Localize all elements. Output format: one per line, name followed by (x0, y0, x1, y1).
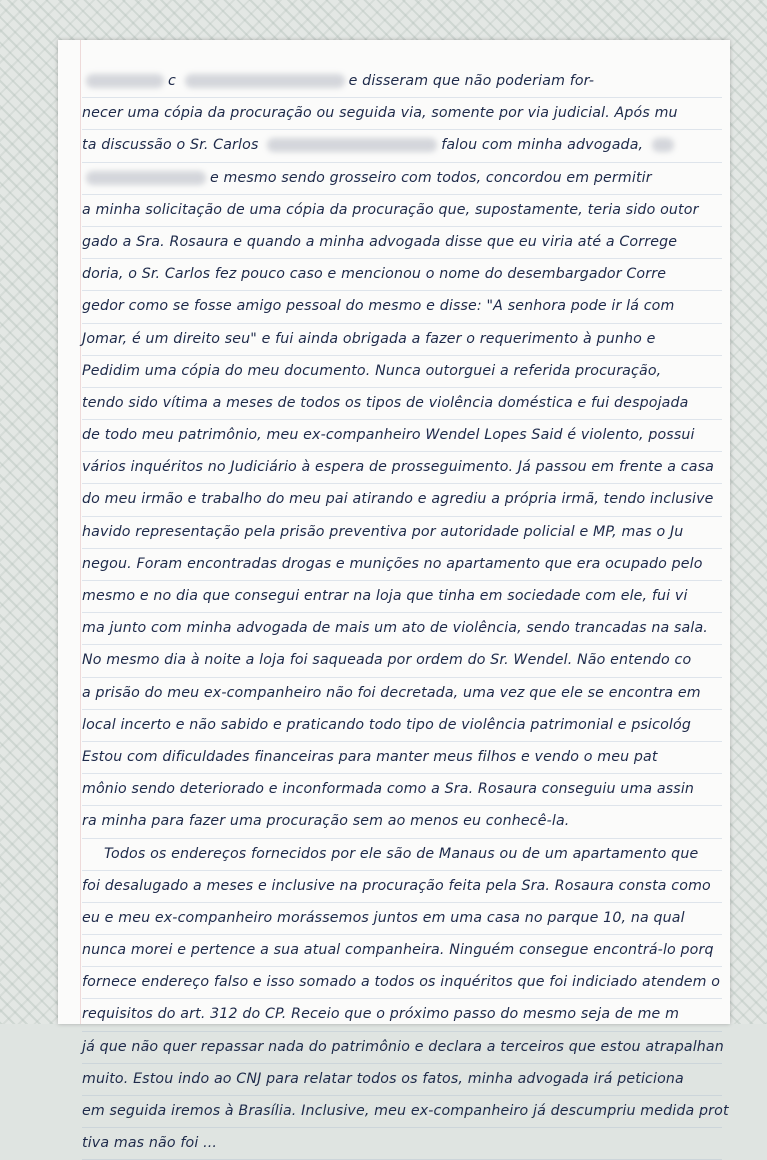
handwritten-line (82, 549, 722, 581)
line-text: falou com minha advogada, (441, 137, 644, 154)
line-text: ra minha para fazer uma procuração sem ao menos eu conhecê-la. (82, 813, 570, 830)
line-text: havido representação pela prisão preventiva por autoridade policial e MP, mas o Ju (82, 523, 684, 540)
handwritten-line (82, 935, 722, 967)
handwritten-page (58, 40, 730, 1152)
redacted-text-blur (652, 138, 674, 152)
line-text: requisitos do art. 312 do CP. Receio que o próximo passo do mesmo seja de me m (82, 1006, 680, 1023)
line-text: a minha solicitação de uma cópia da procuração que, supostamente, teria sido outor (82, 201, 699, 218)
line-text: tiva mas não foi ... (82, 1135, 218, 1152)
line-text: foi desalugado a meses e inclusive na procuração feita pela Sra. Rosaura consta como (82, 877, 711, 894)
line-text: doria, o Sr. Carlos fez pouco caso e mencionou o nome do desembargador Corre (82, 266, 667, 283)
handwritten-line (82, 324, 722, 356)
line-text: c (168, 73, 176, 89)
line-text: mesmo e no dia que consegui entrar na loja que tinha em sociedade com ele, fui vi (82, 588, 688, 604)
handwritten-line (82, 66, 722, 98)
handwritten-line (82, 163, 722, 195)
line-text: e disseram que não poderiam for- (348, 73, 595, 89)
handwritten-line (82, 1032, 722, 1064)
line-text: Estou com dificuldades financeiras para manter meus filhos e vendo o meu pat (82, 748, 658, 765)
handwritten-line (82, 774, 722, 806)
handwritten-line (82, 613, 722, 645)
line-text: local incerto e não sabido e praticando todo tipo de violência patrimonial e psicológ (82, 716, 691, 733)
handwritten-line (82, 227, 722, 259)
handwritten-line (82, 871, 722, 903)
line-text: de todo meu patrimônio, meu ex-companheiro Wendel Lopes Said é violento, possui (82, 427, 695, 444)
line-text: Pedidim uma cópia do meu documento. Nunca outorguei a referida procuração, (82, 362, 662, 379)
handwritten-line (82, 903, 722, 935)
handwritten-line (82, 98, 722, 130)
line-text: gedor como se fosse amigo pessoal do mesmo e disse: "A senhora pode ir lá com (82, 298, 675, 315)
redacted-text-blur (86, 74, 164, 88)
handwritten-line (82, 1064, 722, 1096)
page-margin-line (80, 40, 81, 1024)
handwritten-line (82, 420, 722, 452)
line-text: fornece endereço falso e isso somado a todos os inquéritos que foi indiciado atendem o (82, 974, 721, 991)
handwritten-line (82, 967, 722, 999)
line-text: vários inquéritos no Judiciário à espera de prosseguimento. Já passou em frente a casa (82, 459, 714, 476)
line-text: No mesmo dia à noite a loja foi saqueada por ordem do Sr. Wendel. Não entendo co (82, 652, 692, 669)
line-text: Todos os endereços fornecidos por ele são de Manaus ou de um apartamento que (104, 845, 699, 862)
line-text: mônio sendo deteriorado e inconformada como a Sra. Rosaura conseguiu uma assin (82, 781, 695, 798)
handwritten-line (82, 517, 722, 549)
redacted-text-blur (86, 171, 206, 185)
handwritten-line (82, 710, 722, 742)
handwritten-line (82, 999, 722, 1031)
line-text: do meu irmão e trabalho do meu pai atirando e agrediu a própria irmã, tendo inclusive (82, 491, 714, 508)
handwritten-line (82, 291, 722, 323)
handwritten-line (82, 678, 722, 710)
handwritten-line (82, 839, 722, 871)
handwritten-line (82, 388, 722, 420)
line-text: Jomar, é um direito seu" e fui ainda obrigada a fazer o requerimento à punho e (82, 330, 656, 347)
redacted-text-blur (267, 138, 437, 152)
handwritten-line (82, 195, 722, 227)
handwritten-text-block (82, 66, 729, 1160)
line-text: a prisão do meu ex-companheiro não foi decretada, uma vez que ele se encontra em (82, 684, 701, 701)
handwritten-line (82, 484, 722, 516)
line-text: ma junto com minha advogada de mais um ato de violência, sendo trancadas na sala. (82, 620, 708, 637)
line-text: gado a Sra. Rosaura e quando a minha advogada disse que eu viria até a Correge (82, 233, 678, 250)
line-text: muito. Estou indo ao CNJ para relatar todos os fatos, minha advogada irá peticiona (82, 1070, 684, 1087)
handwritten-line (82, 452, 722, 484)
handwritten-line (82, 581, 722, 613)
line-text: tendo sido vítima a meses de todos os tipos de violência doméstica e fui despojada (82, 394, 689, 411)
line-text: eu e meu ex-companheiro morássemos juntos em uma casa no parque 10, na qual (82, 909, 685, 926)
handwritten-line (82, 806, 722, 838)
handwritten-line (82, 356, 722, 388)
handwritten-line (82, 1128, 722, 1160)
line-text: nunca morei e pertence a sua atual companheira. Ninguém consegue encontrá-lo porq (82, 942, 714, 959)
line-text: necer uma cópia da procuração ou seguida via, somente por via judicial. Após mu (82, 105, 678, 122)
handwritten-line (82, 645, 722, 677)
line-text: negou. Foram encontradas drogas e munições no apartamento que era ocupado pelo (82, 555, 703, 572)
line-text: ta discussão o Sr. Carlos (82, 137, 259, 154)
line-text: em seguida iremos à Brasília. Inclusive, meu ex-companheiro já descumpriu medida prot (82, 1103, 729, 1119)
line-text: e mesmo sendo grosseiro com todos, concordou em permitir (210, 169, 652, 186)
handwritten-line (82, 742, 722, 774)
handwritten-line (82, 259, 722, 291)
handwritten-line (82, 1096, 729, 1128)
line-text: já que não quer repassar nada do patrimônio e declara a terceiros que estou atrapalhan (82, 1038, 724, 1055)
handwritten-line (82, 130, 722, 162)
redacted-text-blur (185, 74, 345, 88)
